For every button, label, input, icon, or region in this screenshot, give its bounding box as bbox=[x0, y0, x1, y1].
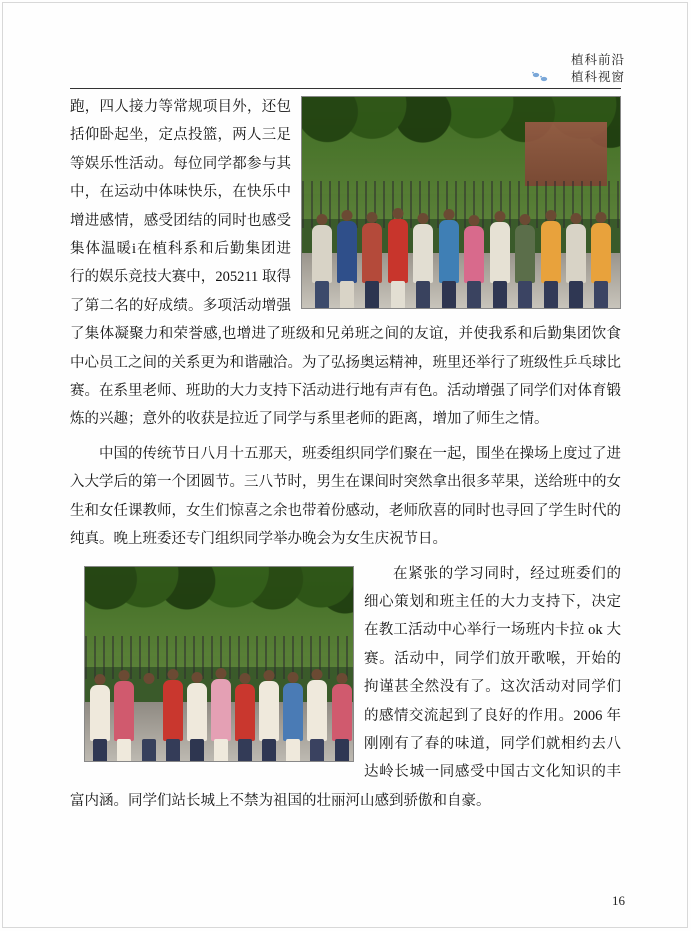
paragraph-2: 中国的传统节日八月十五那天，班委组织同学们聚在一起，围坐在操场上度过了进入大学后的第一个团圆节。三八节时，男生在课间时突然拿出很多苹果，送给班中的女生和女任课教师，女生们惊喜之余也带着份感动，老师欣喜的同时也寻回了学生时代的纯真。晚上班委还专门组织同学举办晚会为女生庆祝节日。 bbox=[70, 445, 621, 548]
footprints-icon bbox=[531, 71, 551, 83]
students-group-photo-outdoors bbox=[301, 96, 621, 309]
header-titles bbox=[545, 52, 625, 86]
document-body bbox=[70, 93, 621, 815]
page-header bbox=[70, 52, 625, 88]
page-number: 16 bbox=[612, 893, 625, 908]
header-title-secondary: 植科视窗 bbox=[570, 70, 625, 84]
header-title-primary: 植科前沿 bbox=[570, 53, 625, 67]
header-divider bbox=[70, 88, 621, 89]
paragraph-3: 在紧张的学习同时，经过班委们的细心策划和班主任的大力支持下，决定在教工活动中心举行一场班内卡拉 ok 大赛。活动中，同学们放开歌喉，开始的拘谨甚全然没有了。这次活动对同学们的感情交流起到了良好的作用。2006 年刚刚有了春的味道，同学们就相约去八达岭长城一同感受中国古文化知识的丰富内涵。同学们站长城上不禁为祖国的壮丽河山感到骄傲和自豪。 bbox=[70, 565, 621, 809]
students-karaoke-group-photo bbox=[84, 566, 354, 762]
paragraph-1: 跑，四人接力等常规项目外，还包括仰卧起坐，定点投篮，两人三足等娱乐性活动。每位同学都参与其中，在运动中体味快乐，在快乐中增进感情，感受团结的同时也感受集体温暖i在植科系和后勤集团进行的娱乐竞技大赛中，205211 取得了第二名的好成绩。多项活动增强了集体凝聚力和荣誉感,也增进了班级和兄弟班之间的友谊，并使我系和后勤集团饮食中心员工之间的关系更为和谐融洽。为了弘扬奥运精神，班里还举行了班级性乒乓球比赛。在系里老师、班助的大力支持下活动进行地有声有色。活动增强了同学们对体育锻炼的兴趣；意外的收获是拉近了同学与系里老师的距离，增加了师生之情。 bbox=[70, 99, 621, 428]
